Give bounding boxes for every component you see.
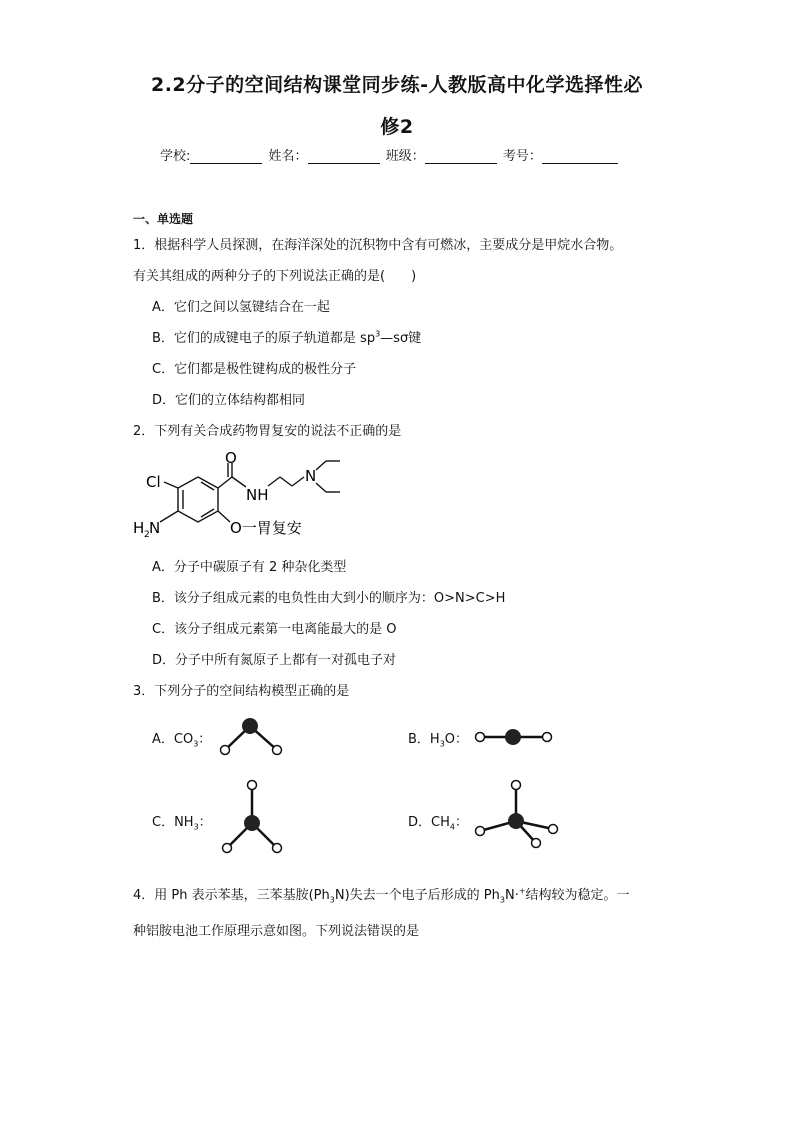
q3-stem: 3．下列分子的空间结构模型正确的是 — [133, 684, 350, 699]
q4-stem-line1: 4．用 Ph 表示苯基，三苯基胺$(Ph_3N)$失去一个电子后形成的 $Ph_3N\cdot^+$结构较为稳定。一 — [133, 886, 630, 905]
q2-stem: 2．下列有关合成药物胃复安的说法不正确的是 — [133, 424, 402, 439]
q3-option-d: D．$CH_4$： — [408, 815, 468, 832]
q1-option-d: D．它们的立体结构都相同 — [152, 393, 306, 408]
q2-option-a: A．分子中碳原子有 2 种杂化类型 — [152, 560, 347, 575]
n-amino-label: N — [149, 519, 161, 537]
q2-option-b: B．该分子组成元素的电负性由大到小的顺序为：O>N>C>H — [152, 591, 506, 606]
q3-option-c: C．$NH_3$： — [152, 815, 212, 832]
q3-option-a: A．$CO_3$： — [152, 732, 212, 749]
name-blank[interactable] — [308, 149, 380, 164]
title-line-1: 2.2分子的空间结构课堂同步练-人教版高中化学选择性必 — [150, 74, 644, 96]
q1-option-a: A．它们之间以氢键结合在一起 — [152, 300, 330, 315]
metoclopramide-structure — [130, 450, 360, 545]
class-blank[interactable] — [425, 149, 497, 164]
carbonyl-o-label: O — [225, 450, 237, 467]
amide-nh-label: NH — [246, 486, 269, 504]
q3-option-b: B．$H_3O$： — [408, 732, 469, 749]
school-label: 学校: — [160, 149, 191, 164]
cl-label: Cl — [146, 473, 161, 491]
h2o-model — [472, 722, 557, 752]
name-label: 姓名： — [268, 149, 308, 164]
h-label: H — [133, 519, 145, 537]
q2-option-c: C．该分子组成元素第一电离能最大的是 O — [152, 622, 397, 637]
nh3-model — [215, 775, 290, 860]
school-blank[interactable] — [190, 149, 262, 164]
title-line-2: 修2 — [380, 116, 414, 138]
sub-2-label: 2 — [144, 530, 150, 540]
section-heading: 一、单选题 — [133, 212, 194, 226]
ch4-model — [470, 775, 565, 855]
o-drug-label: O一胃复安 — [230, 519, 302, 537]
info-row — [160, 145, 620, 164]
q2-option-d: D．分子中所有氮原子上都有一对孤电子对 — [152, 653, 397, 668]
exam-no-label: 考号： — [502, 149, 542, 164]
exam-no-blank[interactable] — [542, 149, 618, 164]
q1-option-c: C．它们都是极性键构成的极性分子 — [152, 362, 357, 377]
q1-option-b: B．它们的成键电子的原子轨道都是 $sp^3—s\sigma$键 — [152, 329, 422, 346]
q4-stem-line2: 种铝胺电池工作原理示意如图。下列说法错误的是 — [133, 924, 420, 939]
co3-model — [215, 712, 295, 762]
class-label: 班级： — [385, 149, 425, 164]
q1-stem-line2: 有关其组成的两种分子的下列说法正确的是( ) — [133, 269, 417, 284]
q1-stem-line1: 1．根据科学人员探测，在海洋深处的沉积物中含有可燃冰，主要成分是甲烷水合物。 — [133, 238, 623, 253]
amine-n-label: N — [305, 467, 317, 485]
